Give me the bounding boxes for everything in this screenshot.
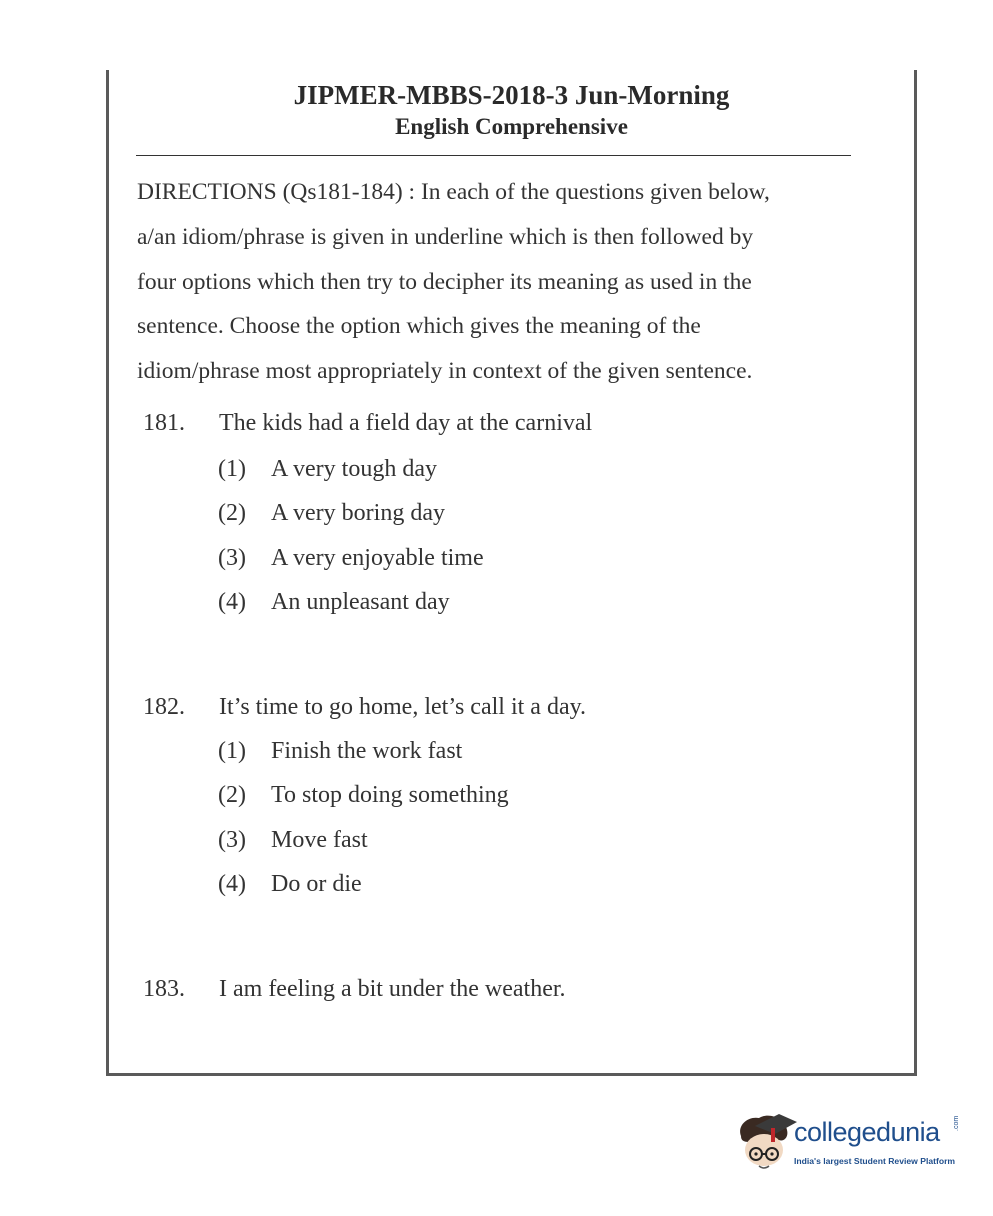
option-label: (2) <box>218 500 246 526</box>
question-text: I am feeling a bit under the weather. <box>219 976 566 1002</box>
directions-paragraph <box>137 170 847 394</box>
option <box>218 782 509 809</box>
question-number: 181. <box>143 410 185 436</box>
option-label: (4) <box>218 871 246 897</box>
option-label: (3) <box>218 827 246 853</box>
option <box>218 871 362 898</box>
option-text: Do or die <box>271 871 362 897</box>
brand-tagline: India's largest Student Review Platform <box>794 1156 956 1166</box>
option-label: (1) <box>218 738 246 764</box>
directions-line: idiom/phrase most appropriately in context of the given sentence. <box>137 358 753 385</box>
question-text: The kids had a field day at the carnival <box>219 410 593 436</box>
option-text: Finish the work fast <box>271 738 463 764</box>
option <box>218 827 368 854</box>
option-label: (2) <box>218 782 246 808</box>
question-181 <box>143 410 592 437</box>
option-label: (1) <box>218 456 246 482</box>
option-text: To stop doing something <box>271 782 509 808</box>
page-title: JIPMER-MBBS-2018-3 Jun-Morning <box>293 80 730 110</box>
option <box>218 545 484 572</box>
directions-line: four options which then try to decipher its meaning as used in the <box>137 268 752 295</box>
option-label: (4) <box>218 589 246 615</box>
brand-suffix: .com <box>953 1115 960 1131</box>
option-label: (3) <box>218 545 246 571</box>
option-text: A very tough day <box>271 456 437 482</box>
brand-name: collegedunia <box>794 1117 940 1147</box>
directions-line: a/an idiom/phrase is given in underline which is then followed by <box>137 223 754 250</box>
question-number: 183. <box>143 976 185 1002</box>
option-text: A very boring day <box>271 500 445 526</box>
option-text: A very enjoyable time <box>271 545 484 571</box>
option-text: Move fast <box>271 827 368 853</box>
directions-line: sentence. Choose the option which gives the meaning of the <box>137 313 701 340</box>
option <box>218 500 445 527</box>
page-subtitle: English Comprehensive <box>395 114 628 139</box>
question-183 <box>143 976 566 1003</box>
question-number: 182. <box>143 694 185 720</box>
directions-line: DIRECTIONS (Qs181-184) : In each of the questions given below, <box>137 179 770 205</box>
question-182 <box>143 694 586 721</box>
option-text: An unpleasant day <box>271 589 450 615</box>
option <box>218 738 462 765</box>
option <box>218 456 437 483</box>
question-text: It’s time to go home, let’s call it a day. <box>219 694 587 720</box>
header-divider <box>136 155 851 156</box>
option <box>218 589 450 616</box>
